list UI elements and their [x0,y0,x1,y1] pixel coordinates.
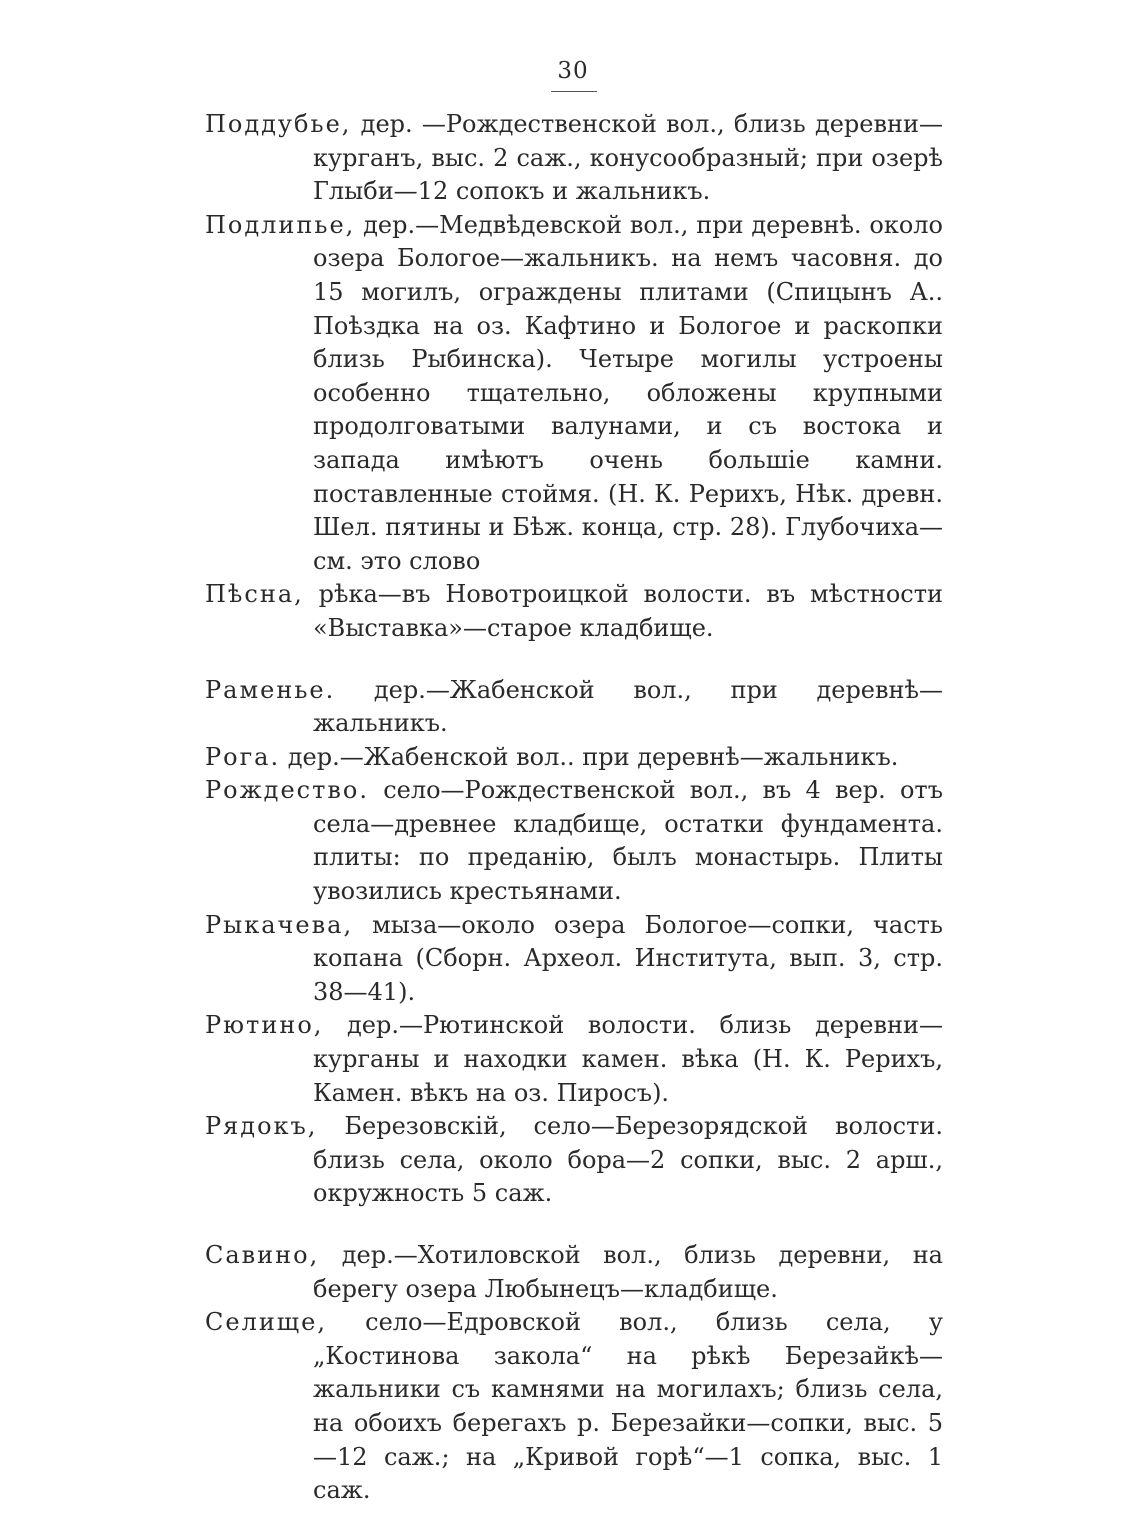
entry-pesna [205,578,943,645]
entry-ramene [205,674,943,741]
entry-ryutino [205,1009,943,1110]
entry-heading: Савино, [205,1241,320,1269]
entry-text: дер.—Рютинской волости. близь деревни—курганы и находки камен. вѣка (Н. К. Рерихъ, Камен. вѣкъ на оз. Пиросъ). [313,1011,943,1107]
entry-heading: Пѣсна, [205,580,304,609]
entry-selishche [205,1306,943,1508]
entry-text: дер.—Жабенской вол.. при деревнѣ—жальникъ. [287,742,899,771]
page-number: 30 [557,58,589,84]
entry-text: дер.—Жабенской вол., при деревнѣ—жальникъ. [313,675,943,738]
entry-text: дер. —Рождественской вол., близь деревни—курганъ, выс. 2 саж., конусообразный; при озерѣ Глыби—12 сопокъ и жальникъ. [313,110,943,206]
entry-text: Березовскій, село—Березорядской волости. близь села, около бора—2 сопки, выс. 2 арш., окружность 5 саж. [313,1112,943,1208]
entry-rozhdestvo [205,774,943,908]
entry-podlipe [205,209,943,579]
page-number-rule [551,91,597,92]
entry-heading: Раменье. [205,675,336,704]
entry-text: мыза—около озера Бологое—сопки, часть копана (Сборн. Археол. Института, вып. 3, стр. 38—41). [313,910,943,1006]
entry-heading: Подлипье, [205,210,356,239]
entry-roga [205,741,943,775]
entry-heading: Рыкачева, [205,910,354,939]
entry-podduble [205,108,943,209]
entry-heading: Рютино, [205,1011,324,1040]
entry-text: рѣка—въ Новотроицкой волости. въ мѣстности «Выставка»—старое кладбище. [313,580,943,642]
entry-text: дер.—Медвѣдевской вол., при деревнѣ. около озера Бологое—жальникъ. на немъ часовня. до 15 могилъ, ограждены плитами (Спицынъ А.. Поѣздка на оз. Кафтино и Бологое и раскопки близь Рыбинска). Четыре могилы устроены особенно тщательно, обложены крупными продолговатыми валунами, и съ востока и запада имѣютъ очень большіе камни. поставленные стоймя. (Н. К. Рерихъ, Нѣк. древн. Шел. пятины и Бѣж. конца, стр. 28). Глубочиха—см. это слово [313,210,943,575]
entry-savino [205,1239,943,1306]
entry-heading: Рядокъ, [205,1112,318,1141]
entry-heading: Селище, [205,1308,327,1337]
entry-ryadok [205,1110,943,1211]
entry-heading: Рога. [205,742,281,771]
entry-rykacheva [205,909,943,1010]
entry-heading: Поддубье, [205,110,352,138]
entry-text: дер.—Хотиловской вол., близь деревни, на берегу озера Любынецъ—кладбище. [313,1241,943,1303]
gazetteer-entries [205,108,943,1508]
entry-text: село—Едровской вол., близь села, у „Костинова закола“ на рѣкѣ Березайкѣ—жальники съ камнями на могилахъ; близь села, на обоихъ берегахъ р. Березайки—сопки, выс. 5—12 саж.; на „Кривой горѣ“—1 сопка, выс. 1 саж. [313,1308,943,1505]
entry-text: село—Рождественской вол., въ 4 вер. отъ села—древнее кладбище, остатки фундамента. плиты: по преданію, былъ монастырь. Плиты увозились крестьянами. [313,776,943,906]
entry-heading: Рождество. [205,776,369,805]
